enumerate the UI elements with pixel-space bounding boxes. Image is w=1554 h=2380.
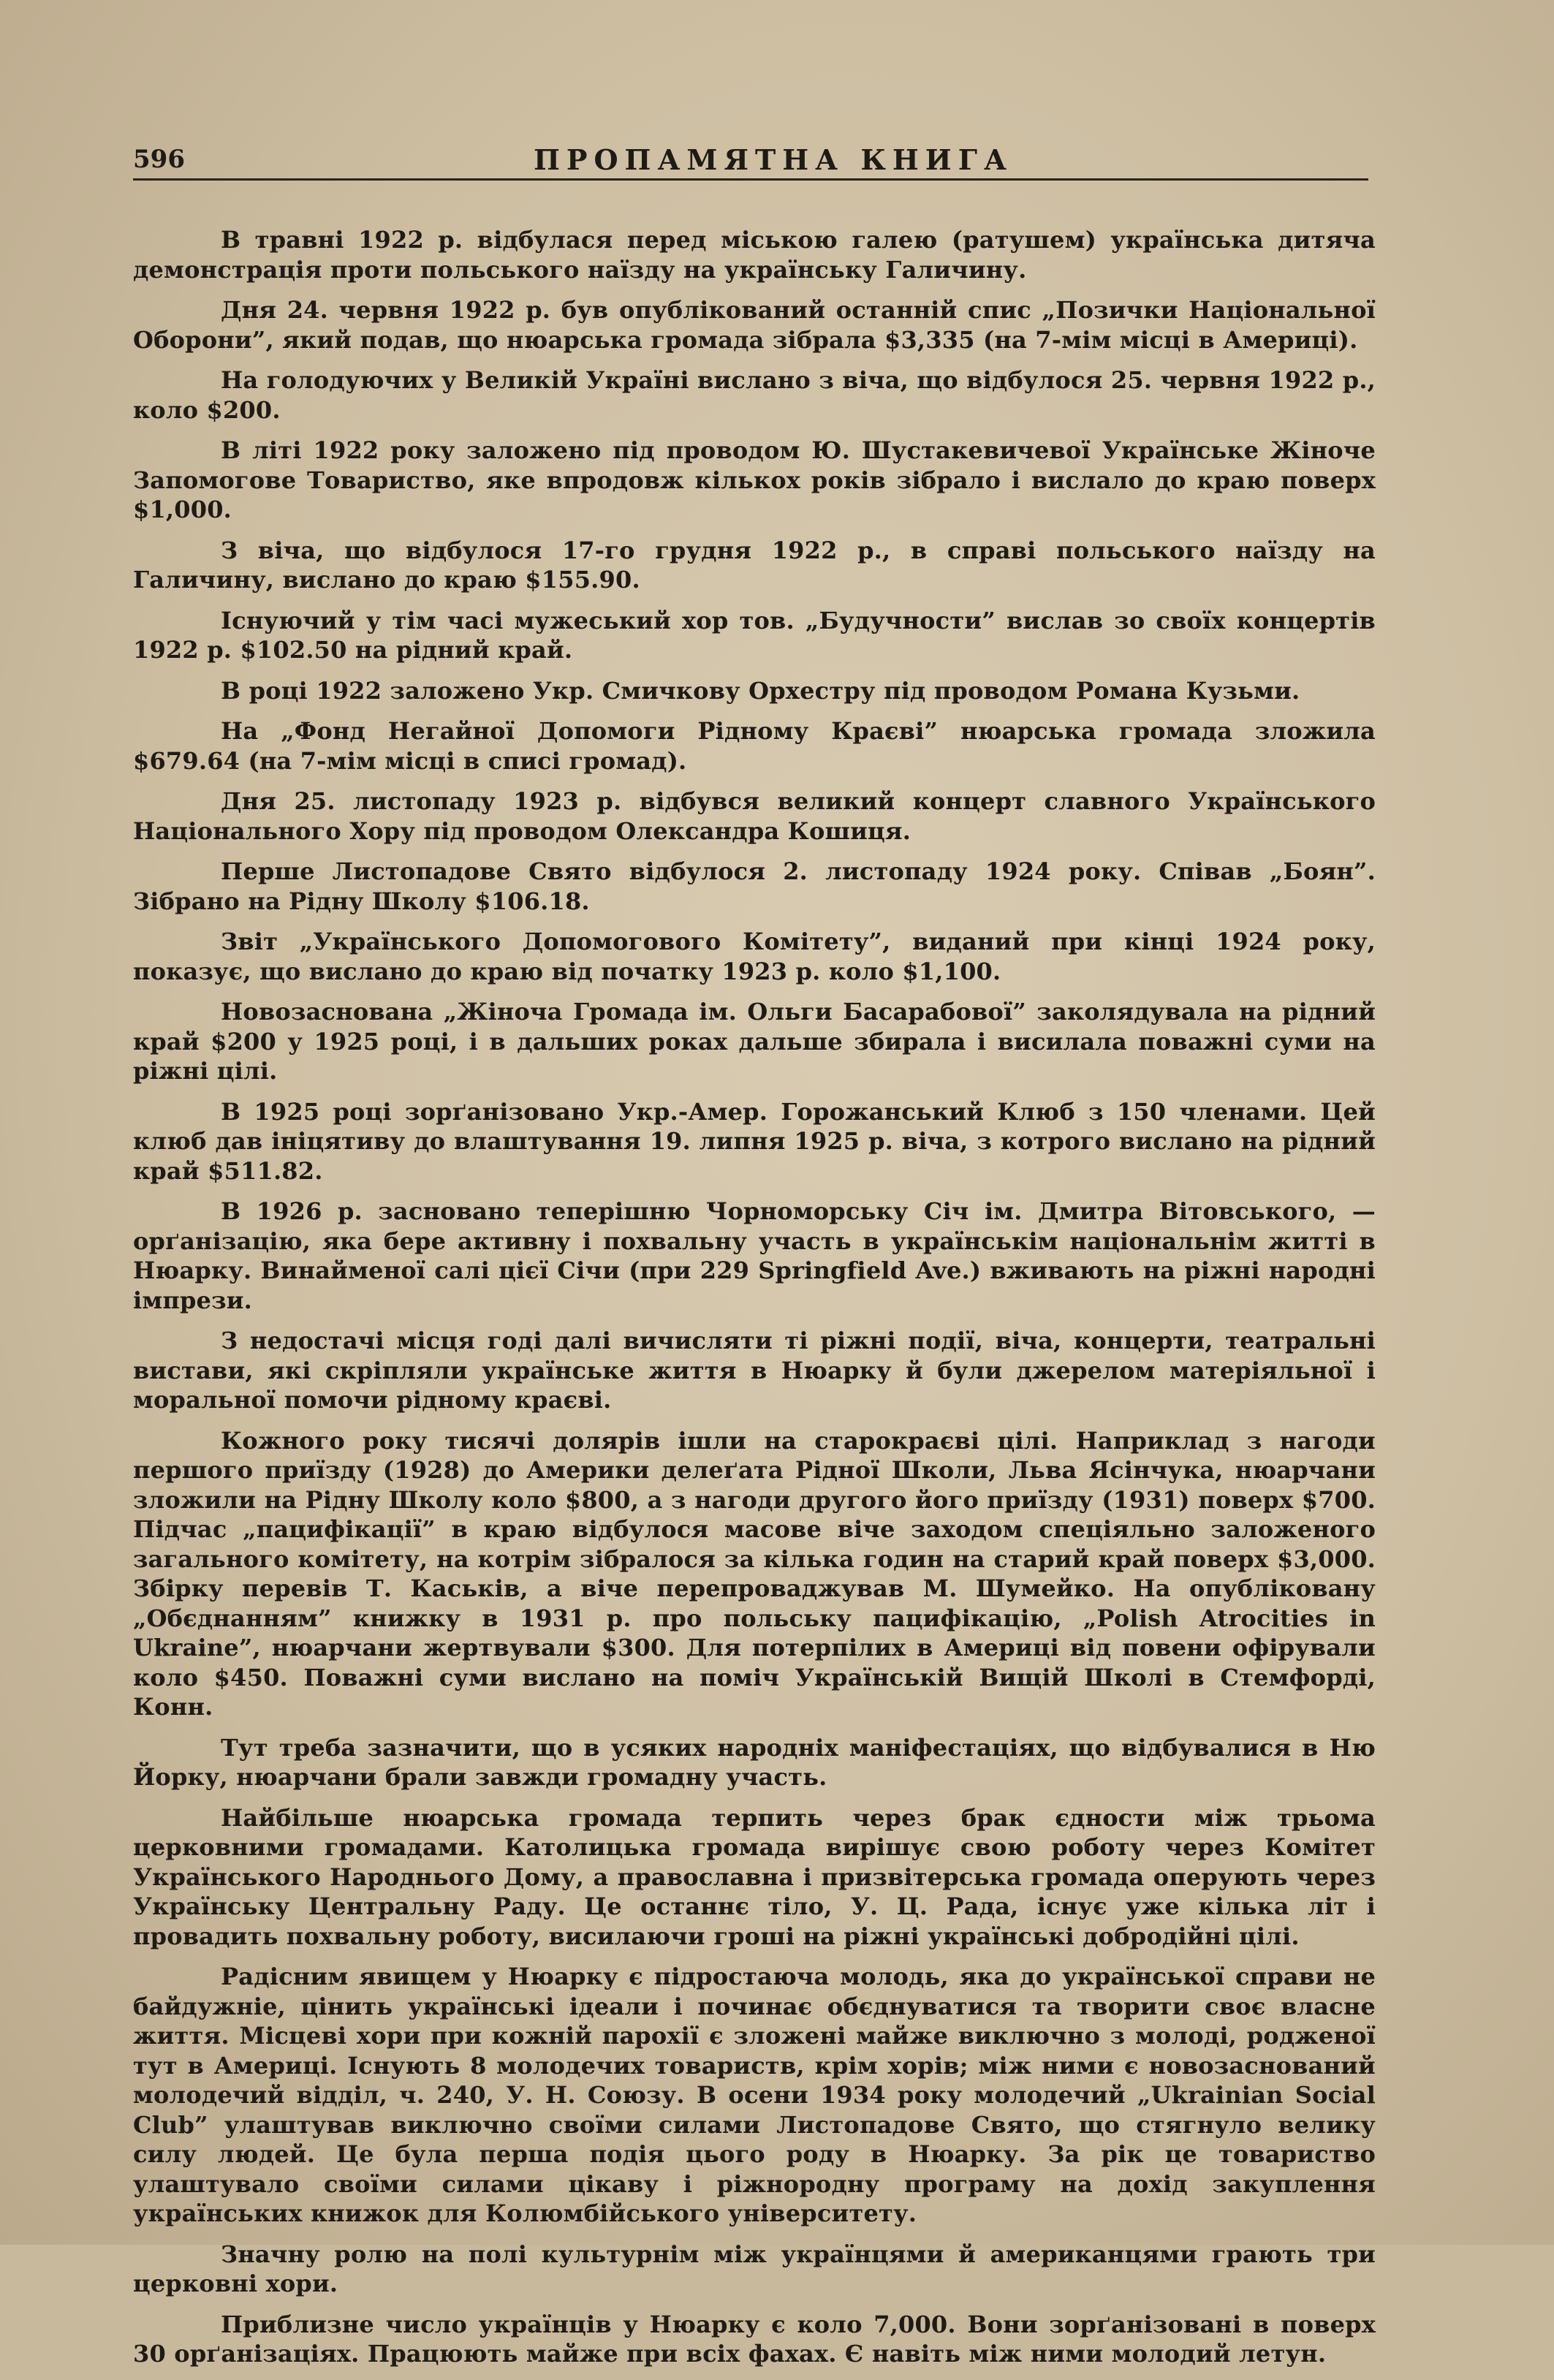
page-header: [133, 143, 1368, 181]
paragraph: В літі 1922 року заложено під проводом Ю. Шустакевичевої Українське Жіноче Запомогове Товариство, яке впродовж кількох років зібрало і вислало до краю поверх $1,000.: [133, 436, 1376, 523]
paragraph: Перше Листопадове Свято відбулося 2. листопаду 1924 року. Співав „Боян”. Зібрано на Рідну Школу $106.18.: [133, 857, 1376, 915]
paragraph: На голодуючих у Великій Україні вислано з віча, що відбулося 25. червня 1922 р., коло $200.: [133, 366, 1376, 424]
paragraph: На „Фонд Негайної Допомоги Рідному Краєві” нюарська громада зложила $679.64 (на 7-мім місці в списі громад).: [133, 717, 1376, 775]
paragraph: Радісним явищем у Нюарку є підростаюча молодь, яка до української справи не байдужніе, цінить українські ідеали і починає обєднуватися та творити своє власне життя. Місцеві хори при кожній парохії є зложені майже виключно з молоді, родженої тут в Америці. Існують 8 молодечих товариств, крім хорів; між ними є новозаснований молодечий відділ, ч. 240, У. Н. Союзу. В осени 1934 року молодечий „Ukrainian Social Club” улаштував виключно своїми силами Листопадове Свято, що стягнуло велику силу людей. Це була перша подія цього роду в Нюарку. За рік це товариство улаштувало своїми силами цікаву і ріжнородну програму на дохід закуплення українських книжок для Колюмбійського університету.: [133, 1963, 1376, 2227]
paragraph: З віча, що відбулося 17-го грудня 1922 р., в справі польського наїзду на Галичину, вислано до краю $155.90.: [133, 536, 1376, 594]
paragraph: Найбільше нюарська громада терпить через брак єдности між трьома церковними громадами. Католицька громада вирішує свою роботу через Комітет Українського Народнього Дому, а православна і призвітерська громада оперують через Українську Центральну Раду. Це останнє тіло, У. Ц. Рада, існує уже кілька літ і провадить похвальну роботу, висилаючи гроші на ріжні українські добродійні цілі.: [133, 1803, 1376, 1950]
paragraph: Значну ролю на полі культурнім між українцями й американцями грають три церковні хори.: [133, 2240, 1376, 2297]
paragraph: В 1925 році зорґанізовано Укр.-Амер. Горожанський Клюб з 150 членами. Цей клюб дав ініцятиву до влаштування 19. липня 1925 р. віча, з котрого вислано на рідний край $511.82.: [133, 1097, 1376, 1185]
paragraph: Тут треба зазначити, що в усяких народніх маніфестаціях, що відбувалися в Ню Йорку, нюарчани брали завжди громадну участь.: [133, 1733, 1376, 1791]
paragraph: Новозаснована „Жіноча Громада ім. Ольги Басарабової” заколядувала на рідний край $200 у 1925 році, і в дальших роках дальше збирала і висилала поважні суми на ріжні цілі.: [133, 998, 1376, 1085]
paragraph: Кожного року тисячі долярів ішли на старокраєві цілі. Наприклад з нагоди першого приїзду (1928) до Америки делеґата Рідної Школи, Льва Ясінчука, нюарчани зложили на Рідну Школу коло $800, а з нагоди другого його приїзду (1931) поверх $700. Підчас „пацифікації” в краю відбулося масове віче заходом спеціяльно заложеного загального комітету, на котрім зібралося за кілька годин на старий край поверх $3,000. Збірку перевів Т. Каськів, а віче перепроваджував М. Шумейко. На опубліковану „Обєднанням” книжку в 1931 р. про польську пацифікацію, „Polish Atrocities in Ukraine”, нюарчани жертвували $300. Для потерпілих в Америці від повени офірували коло $450. Поважні суми вислано на поміч Українській Вищій Школі в Стемфорді, Конн.: [133, 1426, 1376, 1721]
paragraph: Дня 25. листопаду 1923 р. відбувся великий концерт славного Українського Національного Хору під проводом Олександра Кошиця.: [133, 787, 1376, 845]
page-number: 596: [133, 145, 185, 174]
paragraph: В році 1922 заложено Укр. Смичкову Орхестру під проводом Романа Кузьми.: [221, 676, 1300, 705]
running-title: ПРОПАМЯТНА КНИГА: [534, 143, 1013, 176]
paragraph: Існуючий у тім часі мужеський хор тов. „Будучности” вислав зо своїх концертів 1922 р. $102.50 на рідний край.: [133, 606, 1376, 664]
paragraph: В травні 1922 р. відбулася перед міською галею (ратушем) українська дитяча демонстрація проти польського наїзду на українську Галичину.: [133, 226, 1376, 284]
body-text: [133, 225, 1376, 2380]
paragraph: Звіт „Українського Допомогового Комітету”, виданий при кінці 1924 року, показує, що вислано до краю від початку 1923 р. коло $1,100.: [133, 928, 1376, 985]
paragraph: В 1926 р. засновано теперішню Чорноморську Січ ім. Дмитра Вітовського, — орґанізацію, яка бере активну і похвальну участь в українськім національнім житті в Нюарку. Винайменої салі цієї Січи (при 229 Springfield Ave.) вживають на ріжні народні імпрези.: [133, 1197, 1376, 1314]
paragraph: З недостачі місця годі далі вичисляти ті ріжні події, віча, концерти, театральні вистави, які скріпляли українське життя в Нюарку й були джерелом матеріяльної і моральної помочи рідному краєві.: [133, 1327, 1376, 1414]
paragraph: Приблизне число українців у Нюарку є коло 7,000. Вони зорґанізовані в поверх 30 орґанізаціях. Працюють майже при всіх фахах. Є навіть між ними молодий летун.: [133, 2310, 1376, 2368]
paragraph: Дня 24. червня 1922 р. був опублікований останній спис „Позички Національної Оборони”, який подав, що нюарська громада зібрала $3,335 (на 7-мім місці в Америці).: [133, 296, 1376, 354]
